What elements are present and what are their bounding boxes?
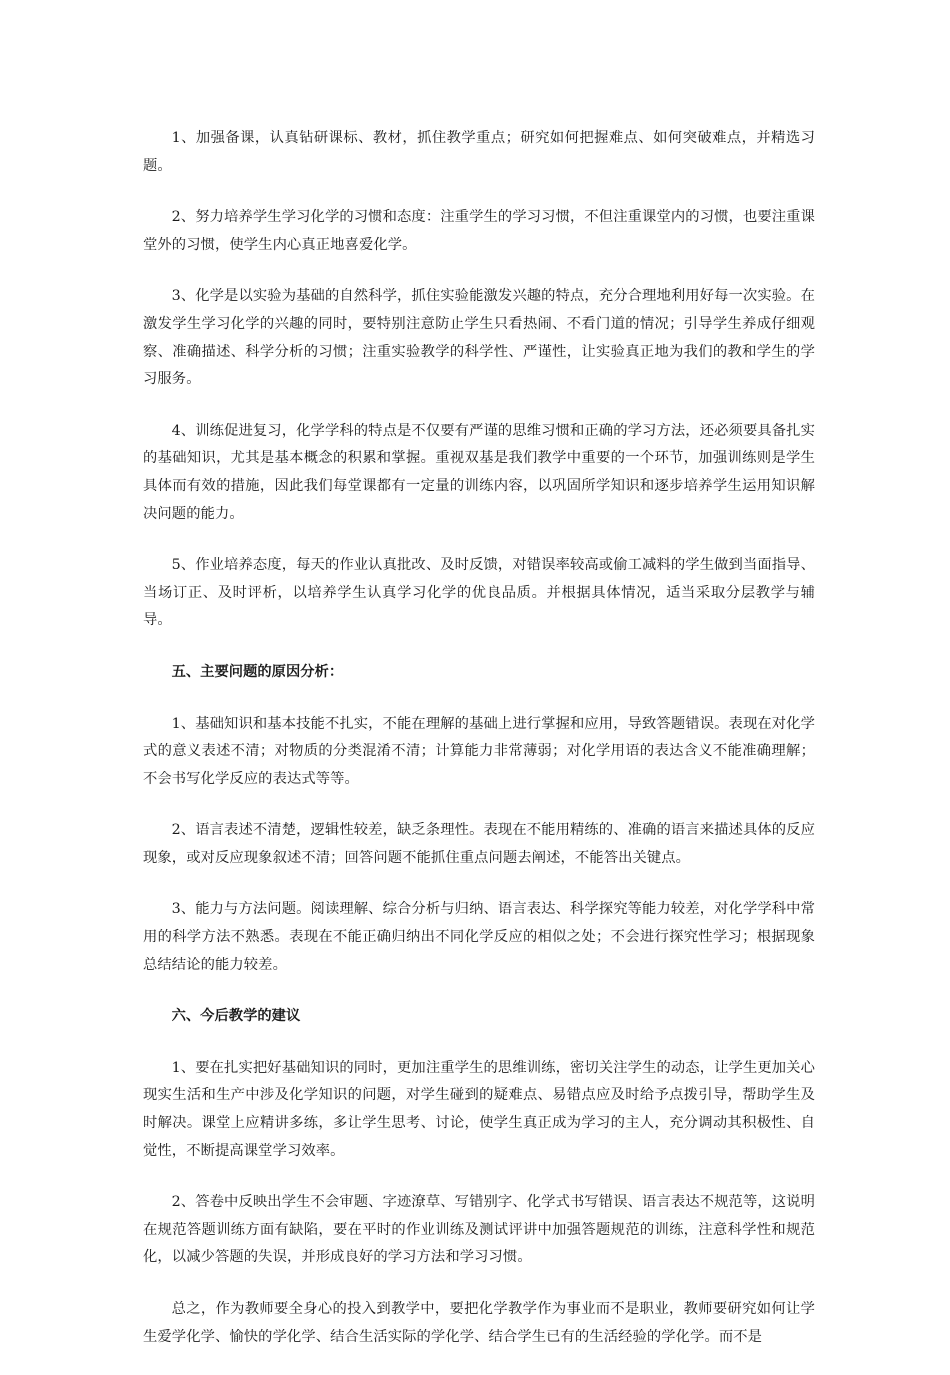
paragraph-11: 总之，作为教师要全身心的投入到教学中，要把化学教学作为事业而不是职业，教师要研究如何让学生爱学化学、愉快的学化学、结合生活实际的学化学、结合学生已有的生活经验的学化学。而不是 — [143, 1301, 815, 1345]
paragraph-3: 3、化学是以实验为基础的自然科学，抓住实验能激发兴趣的特点，充分合理地利用好每一次实验。在激发学生学习化学的兴趣的同时，要特别注意防止学生只看热闹、不看门道的情况；引导学生养成仔细观察、准确描述、科学分析的习惯；注重实验教学的科学性、严谨性，让实验真正地为我们的教和学生的学习服务。 — [143, 288, 815, 388]
section-heading-5: 五、主要问题的原因分析： — [171, 663, 344, 680]
section-heading-6: 六、今后教学的建议 — [171, 1008, 301, 1025]
paragraph-5: 5、作业培养态度，每天的作业认真批改、及时反馈，对错误率较高或偷工减料的学生做到当面指导、当场订正、及时评析，以培养学生认真学习化学的优良品质。并根据具体情况，适当采取分层教学与辅导。 — [143, 557, 815, 629]
paragraph-1: 1、加强备课，认真钻研课标、教材，抓住教学重点；研究如何把握难点、如何突破难点，并精选习题。 — [143, 130, 815, 174]
paragraph-8: 3、能力与方法问题。阅读理解、综合分析与归纳、语言表达、科学探究等能力较差，对化学学科中常用的科学方法不熟悉。表现在不能正确归纳出不同化学反应的相似之处；不会进行探究性学习；根据现象总结结论的能力较差。 — [143, 901, 815, 973]
document-page — [143, 125, 815, 1375]
paragraph-4: 4、训练促进复习，化学学科的特点是不仅要有严谨的思维习惯和正确的学习方法，还必须要具备扎实的基础知识，尤其是基本概念的积累和掌握。重视双基是我们教学中重要的一个环节，加强训练则是学生具体而有效的措施，因此我们每堂课都有一定量的训练内容，以巩固所学知识和逐步培养学生运用知识解决问题的能力。 — [143, 422, 815, 522]
paragraph-7: 2、语言表述不清楚，逻辑性较差，缺乏条理性。表现在不能用精练的、准确的语言来描述具体的反应现象，或对反应现象叙述不清；回答问题不能抓住重点问题去阐述，不能答出关键点。 — [143, 822, 815, 866]
paragraph-2: 2、努力培养学生学习化学的习惯和态度：注重学生的学习习惯，不但注重课堂内的习惯，也要注重课堂外的习惯，使学生内心真正地喜爱化学。 — [143, 209, 815, 253]
paragraph-10: 2、答卷中反映出学生不会审题、字迹潦草、写错别字、化学式书写错误、语言表达不规范等，这说明在规范答题训练方面有缺陷，要在平时的作业训练及测试评讲中加强答题规范的训练，注意科学性和规范化，以减少答题的失误，并形成良好的学习方法和学习习惯。 — [143, 1194, 815, 1266]
paragraph-9: 1、要在扎实把好基础知识的同时，更加注重学生的思维训练，密切关注学生的动态，让学生更加关心现实生活和生产中涉及化学知识的问题，对学生碰到的疑难点、易错点应及时给予点拨引导，帮助学生及时解决。课堂上应精讲多练，多让学生思考、讨论，使学生真正成为学习的主人，充分调动其积极性、自觉性，不断提高课堂学习效率。 — [143, 1059, 815, 1159]
paragraph-6: 1、基础知识和基本技能不扎实，不能在理解的基础上进行掌握和应用，导致答题错误。表现在对化学式的意义表述不清；对物质的分类混淆不清；计算能力非常薄弱；对化学用语的表达含义不能准确理解；不会书写化学反应的表达式等等。 — [143, 715, 815, 787]
